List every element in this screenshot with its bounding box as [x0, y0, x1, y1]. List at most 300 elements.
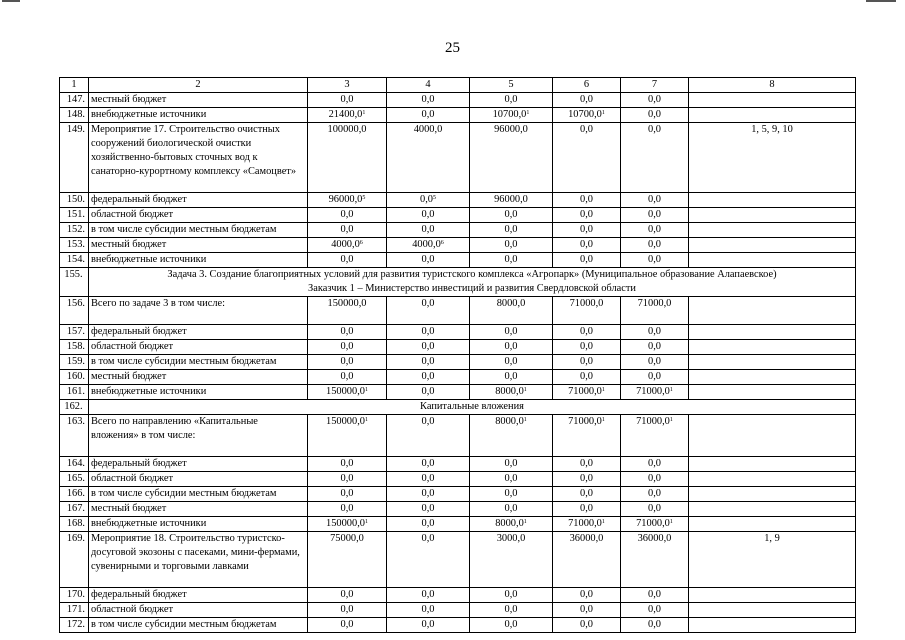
- value-cell: [387, 618, 470, 633]
- table-row: [60, 588, 856, 603]
- section-title-cell: [89, 268, 856, 297]
- row-number: 166.: [60, 487, 89, 502]
- value-text: 96000,0: [494, 124, 528, 135]
- value-cell: [553, 517, 621, 532]
- value-cell: [621, 618, 689, 633]
- value-cell: [553, 603, 621, 618]
- value-cell: [470, 588, 553, 603]
- row-number: 168.: [60, 517, 89, 532]
- value-cell: [308, 325, 387, 340]
- value-text: 0,0: [580, 488, 593, 499]
- value-cell: [387, 325, 470, 340]
- value-text: 0,0: [504, 473, 518, 484]
- value-text: 0,0: [340, 619, 354, 630]
- value-cell: [470, 603, 553, 618]
- row-label: в том числе субсидии местным бюджетам: [89, 487, 308, 502]
- value-cell: [553, 487, 621, 502]
- section-row: [60, 400, 856, 415]
- target-indicators-cell: [689, 415, 856, 457]
- value-cell: [308, 208, 387, 223]
- value-text: 0,0: [504, 589, 518, 600]
- row-label: Мероприятие 17. Строительство очистных сооружений биологической очистки хозяйственно-бытовых сточных вод к санаторно-курортному комплексу «Самоцвет»: [89, 123, 308, 193]
- header-cell: 8: [689, 78, 856, 93]
- budget-table: [59, 77, 856, 633]
- scan-artifact-left: [2, 0, 20, 2]
- value-cell: [308, 517, 387, 532]
- value-cell: [387, 253, 470, 268]
- scan-artifact-right: [866, 0, 896, 2]
- row-number: 152.: [60, 223, 89, 238]
- value-cell: [621, 457, 689, 472]
- footnote-mark: 1: [523, 519, 527, 525]
- value-text: 100000,0: [327, 124, 367, 135]
- value-text: 0,0: [648, 458, 661, 469]
- value-text: 0,0: [580, 473, 593, 484]
- value-text: 0,0: [580, 619, 593, 630]
- value-cell: [621, 603, 689, 618]
- value-text: 0,0: [648, 619, 661, 630]
- value-cell: [553, 253, 621, 268]
- value-text: 0,0: [580, 356, 593, 367]
- value-cell: [470, 325, 553, 340]
- value-text: 0,0: [580, 194, 593, 205]
- target-indicators-cell: [689, 457, 856, 472]
- value-text: 0,0: [580, 604, 593, 615]
- value-text: 4000,0: [412, 239, 441, 250]
- value-cell: [387, 297, 470, 325]
- target-indicators-cell: [689, 238, 856, 253]
- value-cell: [621, 588, 689, 603]
- value-cell: [553, 385, 621, 400]
- value-text: 0,0: [421, 356, 435, 367]
- value-text: 0,0: [648, 371, 661, 382]
- page-number: 25: [445, 40, 460, 56]
- value-text: 0,0: [421, 209, 435, 220]
- value-cell: [470, 253, 553, 268]
- value-cell: [621, 238, 689, 253]
- value-text: 0,0: [340, 488, 354, 499]
- value-text: 0,0: [421, 298, 435, 309]
- value-text: 36000,0: [637, 533, 672, 544]
- value-text: 0,0: [504, 209, 518, 220]
- value-text: 71000,0: [568, 518, 602, 529]
- footnote-mark: 5: [433, 195, 436, 201]
- row-number: 157.: [60, 325, 89, 340]
- value-cell: [387, 532, 470, 588]
- header-cell: 1: [60, 78, 89, 93]
- value-text: 0,0: [504, 326, 518, 337]
- value-cell: [621, 340, 689, 355]
- value-cell: [621, 325, 689, 340]
- value-cell: [387, 193, 470, 208]
- row-number: 165.: [60, 472, 89, 487]
- value-text: 75000,0: [330, 533, 364, 544]
- table-row: [60, 253, 856, 268]
- footnote-mark: 1: [669, 417, 673, 423]
- row-label: федеральный бюджет: [89, 325, 308, 340]
- value-text: 4000,0: [331, 239, 360, 250]
- value-cell: [308, 123, 387, 193]
- row-label: местный бюджет: [89, 370, 308, 385]
- row-label: областной бюджет: [89, 340, 308, 355]
- value-cell: [470, 340, 553, 355]
- value-text: 71000,0: [636, 416, 670, 427]
- footnote-mark: 1: [526, 110, 530, 116]
- row-label: федеральный бюджет: [89, 457, 308, 472]
- row-number: 162.: [60, 400, 89, 415]
- table-row: [60, 385, 856, 400]
- target-indicators-cell: [689, 208, 856, 223]
- value-text: 0,0: [648, 589, 661, 600]
- value-cell: [387, 603, 470, 618]
- table-row: [60, 340, 856, 355]
- value-cell: [308, 415, 387, 457]
- value-cell: [621, 487, 689, 502]
- target-indicators-cell: [689, 588, 856, 603]
- table-row: [60, 502, 856, 517]
- value-cell: [621, 415, 689, 457]
- value-cell: [308, 253, 387, 268]
- row-number: 167.: [60, 502, 89, 517]
- value-cell: [553, 340, 621, 355]
- header-cell: 6: [553, 78, 621, 93]
- value-text: 0,0: [580, 341, 593, 352]
- target-indicators-cell: [689, 297, 856, 325]
- value-cell: [387, 108, 470, 123]
- row-label: областной бюджет: [89, 603, 308, 618]
- value-cell: [470, 487, 553, 502]
- value-text: 0,0: [504, 341, 518, 352]
- table-row: [60, 370, 856, 385]
- value-text: 0,0: [648, 239, 661, 250]
- value-cell: [621, 517, 689, 532]
- value-text: 0,0: [421, 341, 435, 352]
- footnote-mark: 1: [523, 387, 527, 393]
- value-text: 0,0: [421, 604, 435, 615]
- value-text: 0,0: [340, 458, 354, 469]
- value-text: 71000,0: [569, 298, 604, 309]
- value-text: 0,0: [504, 224, 518, 235]
- value-cell: [387, 370, 470, 385]
- value-cell: [308, 238, 387, 253]
- target-indicators-cell: [689, 472, 856, 487]
- value-text: 150000,0: [326, 386, 365, 397]
- value-cell: [308, 297, 387, 325]
- table-row: [60, 93, 856, 108]
- row-label: федеральный бюджет: [89, 193, 308, 208]
- row-label: внебюджетные источники: [89, 385, 308, 400]
- value-cell: [308, 93, 387, 108]
- table-row: [60, 193, 856, 208]
- value-text: 0,0: [648, 194, 661, 205]
- value-text: 0,0: [648, 326, 661, 337]
- value-cell: [553, 108, 621, 123]
- value-cell: [621, 208, 689, 223]
- value-cell: [308, 532, 387, 588]
- row-number: 161.: [60, 385, 89, 400]
- header-cell: 3: [308, 78, 387, 93]
- value-text: 0,0: [580, 124, 593, 135]
- value-text: 8000,0: [495, 416, 524, 427]
- value-text: 0,0: [421, 589, 435, 600]
- target-indicators-cell: [689, 325, 856, 340]
- target-indicators-cell: [689, 355, 856, 370]
- target-indicators-cell: [689, 223, 856, 238]
- section-row: [60, 268, 856, 297]
- value-text: 0,0: [421, 416, 435, 427]
- value-text: 0,0: [504, 503, 518, 514]
- value-text: 0,0: [421, 619, 435, 630]
- value-cell: [387, 208, 470, 223]
- table-row: [60, 618, 856, 633]
- value-cell: [621, 532, 689, 588]
- value-cell: [621, 253, 689, 268]
- row-label: местный бюджет: [89, 93, 308, 108]
- table-row: [60, 297, 856, 325]
- table-row: [60, 487, 856, 502]
- value-text: 0,0: [504, 356, 518, 367]
- row-number: 154.: [60, 253, 89, 268]
- value-cell: [553, 193, 621, 208]
- value-text: 71000,0: [637, 298, 672, 309]
- row-number: 159.: [60, 355, 89, 370]
- value-text: 0,0: [580, 503, 593, 514]
- value-text: 71000,0: [636, 518, 670, 529]
- value-cell: [387, 502, 470, 517]
- value-cell: [387, 93, 470, 108]
- value-text: 71000,0: [568, 386, 602, 397]
- value-text: 10700,0: [568, 109, 602, 120]
- value-text: 3000,0: [496, 533, 526, 544]
- value-cell: [553, 532, 621, 588]
- value-cell: [470, 370, 553, 385]
- header-cell: 2: [89, 78, 308, 93]
- table-row: [60, 208, 856, 223]
- row-label: областной бюджет: [89, 208, 308, 223]
- value-text: 0,0: [421, 503, 435, 514]
- section-title-line2: Заказчик 1 – Министерство инвестиций и развития Свердловской области: [308, 283, 636, 294]
- footnote-mark: 6: [440, 240, 444, 246]
- value-cell: [553, 618, 621, 633]
- value-text: 96000,0: [328, 194, 363, 205]
- value-text: 0,0: [648, 109, 661, 120]
- value-cell: [387, 457, 470, 472]
- value-cell: [470, 457, 553, 472]
- value-cell: [553, 415, 621, 457]
- footnote-mark: 1: [669, 387, 673, 393]
- value-text: 0,0: [648, 224, 661, 235]
- value-cell: [553, 457, 621, 472]
- value-text: 0,0: [340, 371, 354, 382]
- value-cell: [553, 297, 621, 325]
- section-title-line1: Задача 3. Создание благоприятных условий для развития туристского комплекса «Агропарк» (Муниципальное образование Алапаевское): [167, 269, 777, 280]
- row-number: 147.: [60, 93, 89, 108]
- footnote-mark: 1: [669, 519, 673, 525]
- header-cell: 7: [621, 78, 689, 93]
- target-indicators-cell: [689, 487, 856, 502]
- value-text: 0,0: [648, 254, 661, 265]
- value-text: 0,0: [421, 473, 435, 484]
- row-number: 170.: [60, 588, 89, 603]
- value-cell: [470, 108, 553, 123]
- row-number: 172.: [60, 618, 89, 633]
- value-text: 0,0: [340, 503, 354, 514]
- value-text: 4000,0: [413, 124, 443, 135]
- value-text: 0,0: [340, 94, 354, 105]
- value-text: 0,0: [648, 604, 661, 615]
- target-indicators-cell: [689, 502, 856, 517]
- value-text: 0,0: [648, 356, 661, 367]
- footnote-mark: 1: [364, 387, 368, 393]
- row-label: местный бюджет: [89, 238, 308, 253]
- table-row: [60, 472, 856, 487]
- row-number: 148.: [60, 108, 89, 123]
- table-row: [60, 415, 856, 457]
- value-cell: [621, 123, 689, 193]
- table-row: [60, 223, 856, 238]
- row-number: 169.: [60, 532, 89, 588]
- value-cell: [470, 502, 553, 517]
- value-cell: [470, 223, 553, 238]
- row-label: федеральный бюджет: [89, 588, 308, 603]
- value-text: 71000,0: [568, 416, 602, 427]
- value-text: 0,0: [421, 109, 435, 120]
- value-text: 0,0: [421, 254, 435, 265]
- value-cell: [308, 340, 387, 355]
- row-label: Всего по направлению «Капитальные вложения» в том числе:: [89, 415, 308, 457]
- value-text: 8000,0: [495, 386, 524, 397]
- row-label: местный бюджет: [89, 502, 308, 517]
- value-text: 0,0: [504, 371, 518, 382]
- value-text: 0,0: [340, 254, 354, 265]
- table-header-row: [60, 78, 856, 93]
- value-cell: [621, 502, 689, 517]
- value-cell: [387, 588, 470, 603]
- value-text: 0,0: [580, 254, 593, 265]
- value-cell: [553, 370, 621, 385]
- value-cell: [308, 223, 387, 238]
- value-text: 0,0: [504, 94, 518, 105]
- value-cell: [308, 108, 387, 123]
- value-text: 96000,0: [494, 194, 528, 205]
- value-cell: [553, 472, 621, 487]
- value-cell: [308, 385, 387, 400]
- value-cell: [387, 355, 470, 370]
- target-indicators-cell: [689, 108, 856, 123]
- value-text: 0,0: [504, 239, 518, 250]
- value-cell: [387, 415, 470, 457]
- table-row: [60, 238, 856, 253]
- footnote-mark: 1: [601, 110, 605, 116]
- header-cell: 4: [387, 78, 470, 93]
- value-cell: [387, 487, 470, 502]
- value-cell: [387, 238, 470, 253]
- value-text: 0,0: [580, 94, 593, 105]
- value-cell: [553, 208, 621, 223]
- value-cell: [308, 618, 387, 633]
- value-cell: [553, 502, 621, 517]
- value-text: 71000,0: [636, 386, 670, 397]
- value-cell: [470, 532, 553, 588]
- value-cell: [470, 472, 553, 487]
- row-number: 160.: [60, 370, 89, 385]
- footnote-mark: 1: [601, 417, 605, 423]
- value-cell: [470, 123, 553, 193]
- target-indicators-cell: [689, 370, 856, 385]
- value-text: 0,0: [504, 458, 518, 469]
- row-number: 151.: [60, 208, 89, 223]
- row-label: в том числе субсидии местным бюджетам: [89, 355, 308, 370]
- table-row: [60, 325, 856, 340]
- value-text: 0,0: [421, 488, 435, 499]
- value-text: 0,0: [340, 604, 354, 615]
- value-text: 0,0: [580, 589, 593, 600]
- value-text: 0,0: [421, 518, 435, 529]
- target-indicators-cell: [689, 93, 856, 108]
- value-cell: [308, 355, 387, 370]
- value-text: 0,0: [648, 503, 661, 514]
- value-cell: [621, 355, 689, 370]
- value-text: 0,0: [580, 326, 593, 337]
- target-indicators-cell: [689, 618, 856, 633]
- value-cell: [470, 517, 553, 532]
- value-text: 0,0: [648, 209, 661, 220]
- value-text: 0,0: [648, 124, 661, 135]
- value-text: 21400,0: [328, 109, 363, 120]
- header-cell: 5: [470, 78, 553, 93]
- table-body: [60, 78, 856, 633]
- value-text: 150000,0: [327, 298, 367, 309]
- target-indicators-cell: 1, 5, 9, 10: [689, 123, 856, 193]
- value-cell: [470, 415, 553, 457]
- row-number: 163.: [60, 415, 89, 457]
- row-label: в том числе субсидии местным бюджетам: [89, 618, 308, 633]
- value-cell: [553, 355, 621, 370]
- value-cell: [470, 355, 553, 370]
- value-cell: [308, 457, 387, 472]
- target-indicators-cell: [689, 603, 856, 618]
- value-text: 0,0: [421, 94, 435, 105]
- row-number: 158.: [60, 340, 89, 355]
- value-cell: [387, 385, 470, 400]
- value-text: 0,0: [580, 239, 593, 250]
- row-number: 153.: [60, 238, 89, 253]
- value-cell: [553, 223, 621, 238]
- value-text: 0,0: [580, 458, 593, 469]
- row-label: областной бюджет: [89, 472, 308, 487]
- value-text: 0,0: [648, 94, 661, 105]
- row-label: Мероприятие 18. Строительство туристско-досуговой экозоны с пасеками, мини-фермами, сувенирными и торговыми лавками: [89, 532, 308, 588]
- value-cell: [308, 603, 387, 618]
- table-row: [60, 457, 856, 472]
- footnote-mark: 1: [364, 519, 368, 525]
- value-cell: [621, 472, 689, 487]
- row-label: Всего по задаче 3 в том числе:: [89, 297, 308, 325]
- value-cell: [621, 385, 689, 400]
- table-row: [60, 355, 856, 370]
- value-text: 0,0: [340, 473, 354, 484]
- value-cell: [621, 223, 689, 238]
- table-row: [60, 108, 856, 123]
- value-cell: [553, 123, 621, 193]
- value-text: 8000,0: [496, 298, 526, 309]
- value-text: 0,0: [340, 356, 354, 367]
- target-indicators-cell: [689, 193, 856, 208]
- value-cell: [470, 618, 553, 633]
- target-indicators-cell: [689, 253, 856, 268]
- footnote-mark: 1: [362, 110, 366, 116]
- footnote-mark: 6: [359, 240, 363, 246]
